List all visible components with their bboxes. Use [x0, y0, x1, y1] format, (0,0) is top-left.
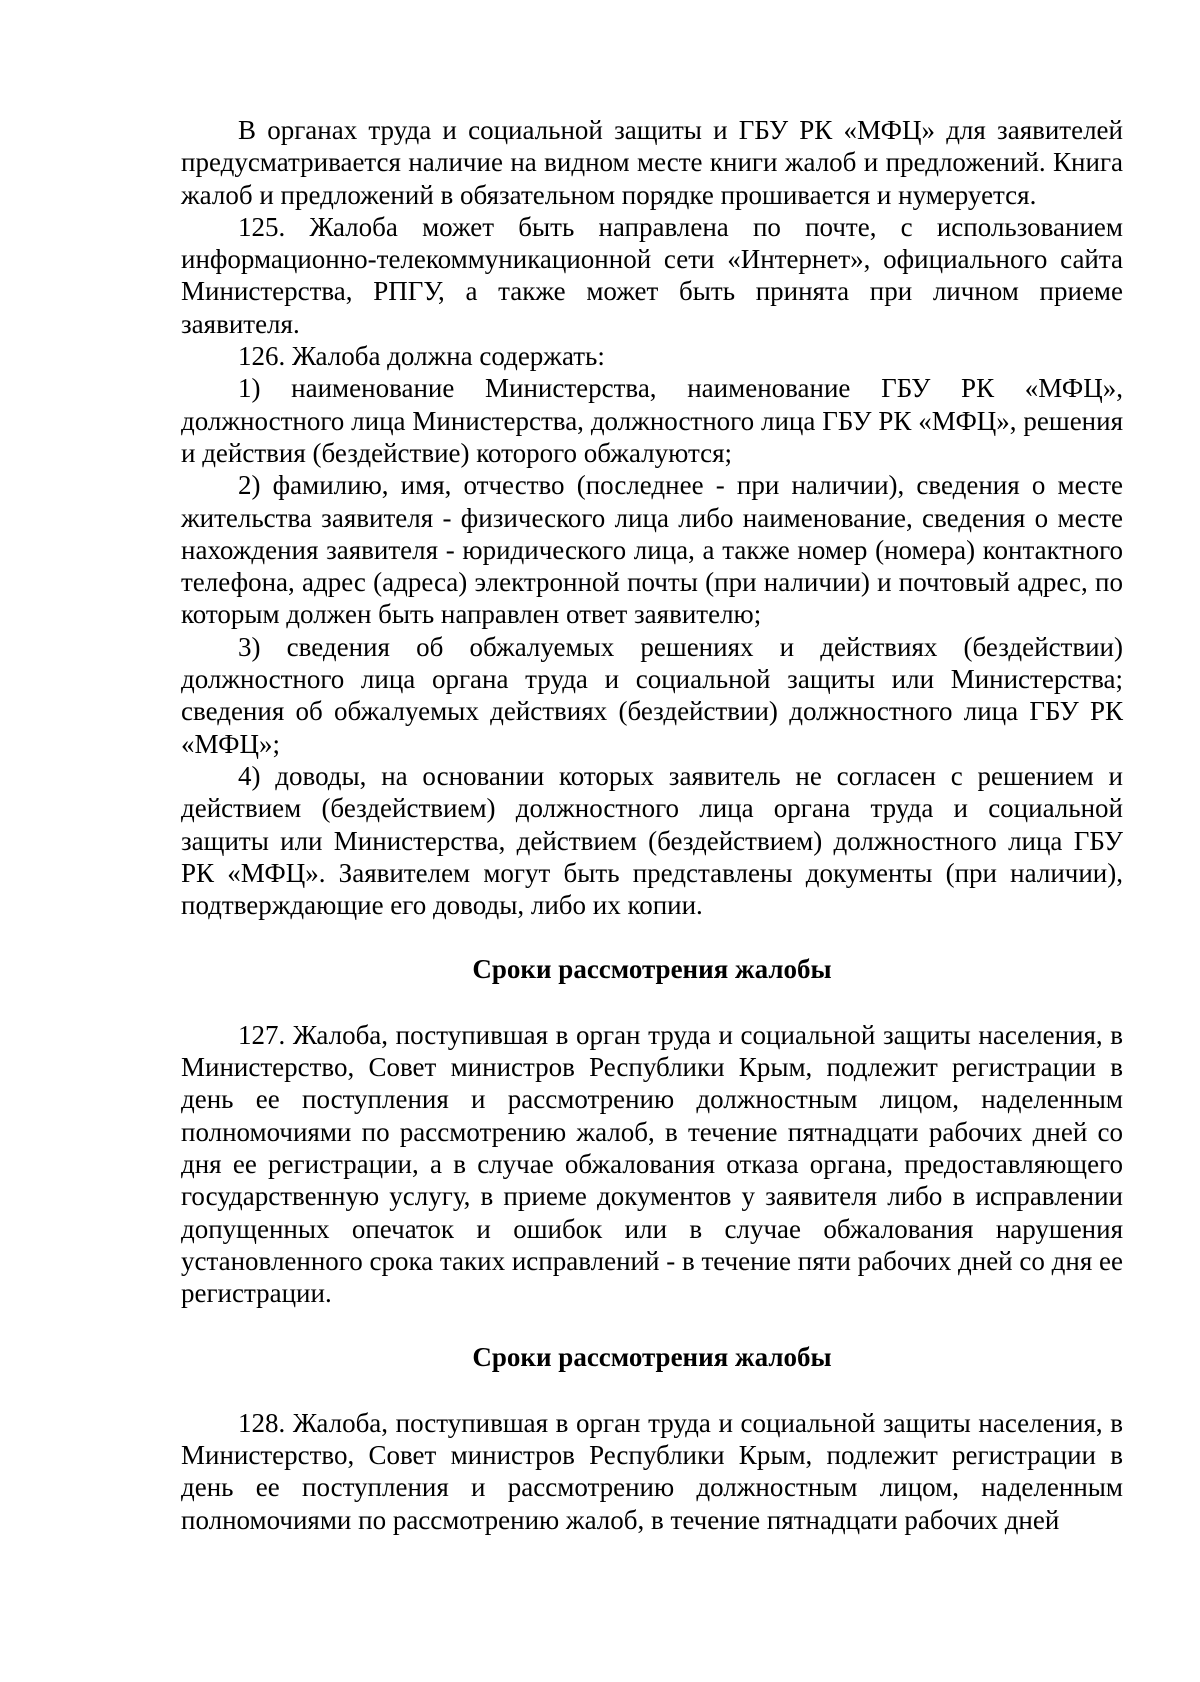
paragraph-complaint-book: В органах труда и социальной защиты и ГБУ РК «МФЦ» для заявителей предусматривается наличие на видном месте книги жалоб и предложений. Книга жалоб и предложений в обязательном порядке прошивается и нумеруется.: [181, 115, 1123, 210]
section-heading-1: Сроки рассмотрения жалобы: [472, 954, 832, 985]
paragraph-127: 127. Жалоба, поступившая в орган труда и социальной защиты населения, в Министерство, Совет министров Республики Крым, подлежит регистрации в день ее поступления и рассмотрению должностным лицом, наделенным полномочиями по рассмотрению жалоб, в течение пятнадцати рабочих дней со дня ее регистрации, а в случае обжалования отказа органа, предоставляющего государственную услугу, в приеме документов у заявителя либо в исправлении допущенных опечаток и ошибок или в случае обжалования нарушения установленного срока таких исправлений - в течение пяти рабочих дней со дня ее регистрации.: [181, 1019, 1123, 1309]
list-item-1: 1) наименование Министерства, наименование ГБУ РК «МФЦ», должностного лица Министерства, должностного лица ГБУ РК «МФЦ», решения и действия (бездействие) которого обжалуются;: [181, 373, 1123, 468]
list-item-2: 2) фамилию, имя, отчество (последнее - при наличии), сведения о месте жительства заявителя - физического лица либо наименование, сведения о месте нахождения заявителя - юридического лица, а также номер (номера) контактного телефона, адрес (адреса) электронной почты (при наличии) и почтовый адрес, по которым должен быть направлен ответ заявителю;: [181, 470, 1123, 630]
spacer: [181, 1374, 1123, 1407]
document-page: [181, 114, 1123, 1536]
list-item-4: 4) доводы, на основании которых заявитель не согласен с решением и действием (бездействием) должностного лица органа труда и социальной защиты или Министерства, действием (бездействием) должностного лица ГБУ РК «МФЦ». Заявителем могут быть представлены документы (при наличии), подтверждающие его доводы, либо их копии.: [181, 760, 1123, 921]
section-heading-2: Сроки рассмотрения жалобы: [472, 1342, 832, 1373]
spacer: [181, 1309, 1123, 1341]
paragraph-125: 125. Жалоба может быть направлена по почте, с использованием информационно-телекоммуникационной сети «Интернет», официального сайта Министерства, РПГУ, а также может быть принята при личном приеме заявителя.: [181, 211, 1123, 339]
paragraph-128: 128. Жалоба, поступившая в орган труда и социальной защиты населения, в Министерство, Совет министров Республики Крым, подлежит регистрации в день ее поступления и рассмотрению должностным лицом, наделенным полномочиями по рассмотрению жалоб, в течение пятнадцати рабочих дней: [181, 1407, 1123, 1535]
list-item-3: 3) сведения об обжалуемых решениях и действиях (бездействии) должностного лица органа труда и социальной защиты или Министерства; сведения об обжалуемых действиях (бездействии) должностного лица ГБУ РК «МФЦ»;: [181, 631, 1123, 759]
spacer: [181, 921, 1123, 953]
paragraph-126: 126. Жалоба должна содержать:: [238, 341, 605, 372]
spacer: [181, 986, 1123, 1019]
